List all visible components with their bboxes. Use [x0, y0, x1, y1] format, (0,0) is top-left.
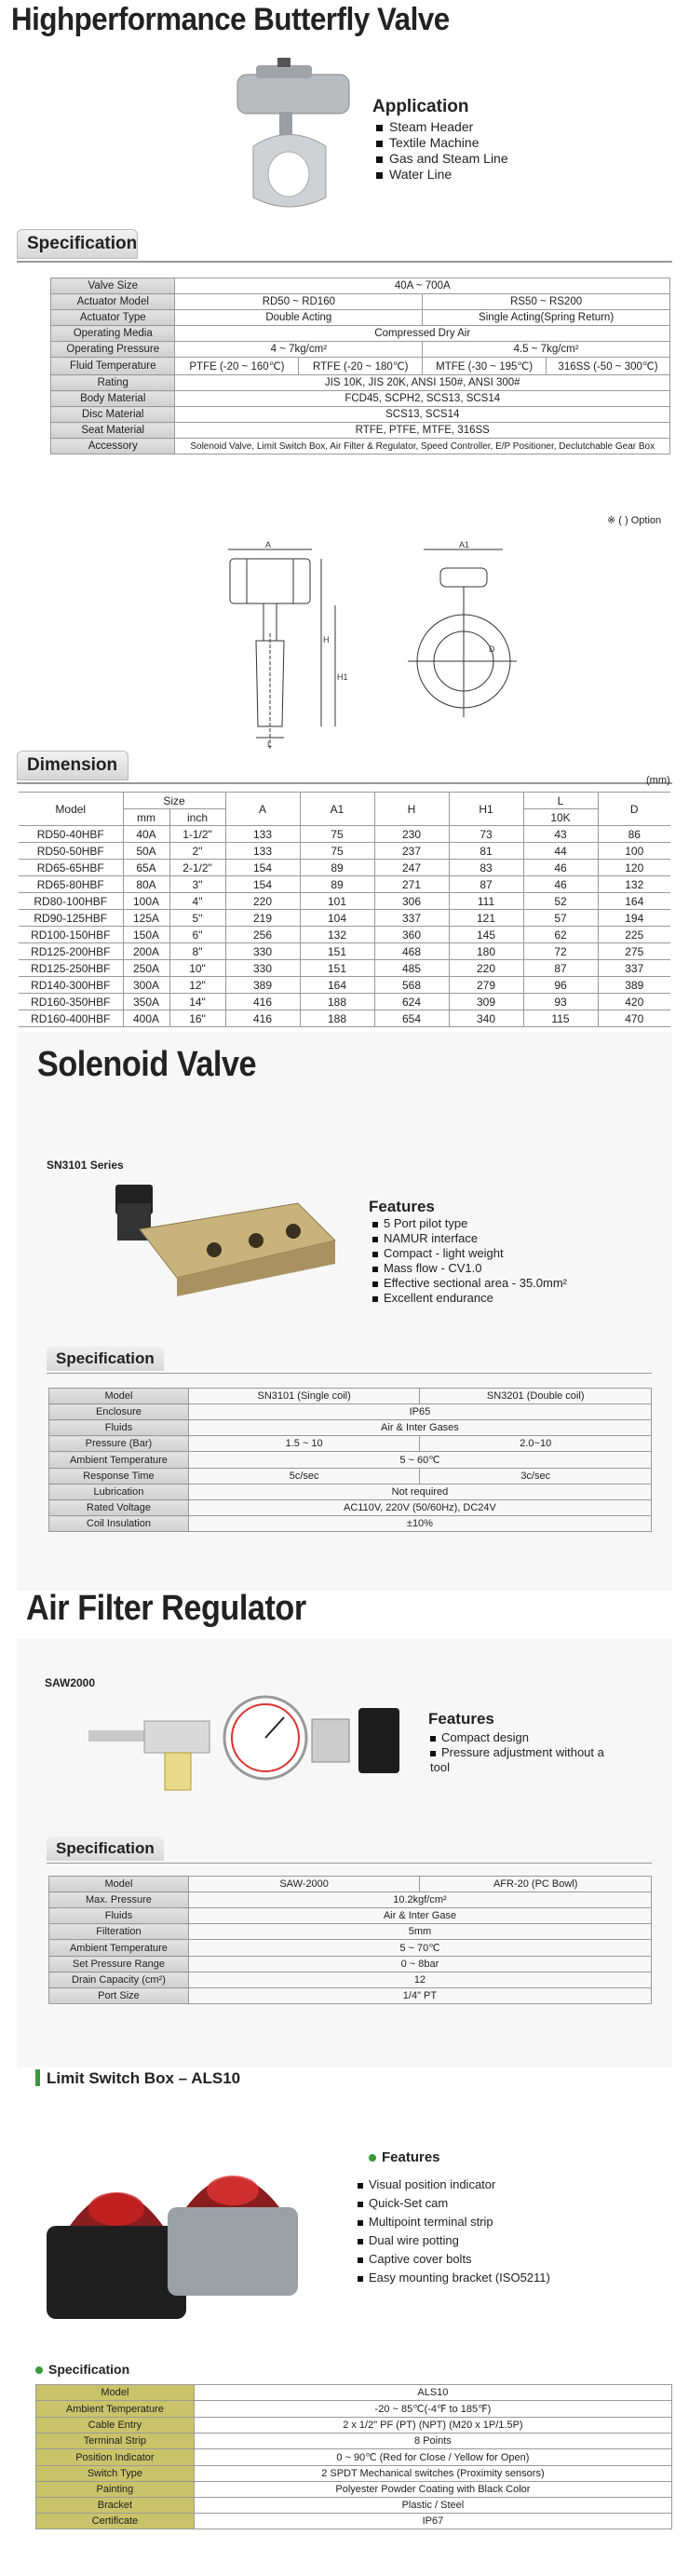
air-filter-regulator-image — [88, 1693, 405, 1796]
afr-feature-list — [430, 1730, 616, 1775]
table-cell: 3" — [169, 876, 225, 893]
table-cell: 104 — [300, 910, 374, 927]
table-row — [19, 1010, 670, 1027]
table-cell: 145 — [449, 927, 523, 943]
table-cell: RD160-400HBF — [19, 1010, 123, 1027]
table-row: Valve Size 40A ~ 700A — [51, 278, 670, 294]
table-cell: 400A — [123, 1010, 169, 1027]
table-row: Ambient Temperature -20 ~ 85℃(-4℉ to 185℉) — [36, 2401, 672, 2418]
table-row: Body Material FCD45, SCPH2, SCS13, SCS14 — [51, 391, 670, 407]
svg-text:L: L — [267, 739, 273, 749]
table-cell: 416 — [225, 1010, 300, 1027]
table-cell: 120 — [598, 860, 670, 876]
table-row: Drain Capacity (cm²) 12 — [49, 1973, 652, 1988]
table-row: Model SAW-2000 AFR-20 (PC Bowl) — [49, 1877, 652, 1892]
list-item: Captive cover bolts — [358, 2250, 550, 2269]
list-item: NAMUR interface — [372, 1231, 567, 1246]
afr-title: Air Filter Regulator — [26, 1589, 306, 1628]
table-row: Disc Material SCS13, SCS14 — [51, 407, 670, 423]
table-row: Lubrication Not required — [49, 1485, 652, 1500]
table-cell: 389 — [598, 977, 670, 994]
table-row — [19, 876, 670, 893]
table-header-row: mm inch 10K — [19, 809, 670, 826]
table-row: Response Time 5c/sec 3c/sec — [49, 1469, 652, 1485]
table-cell: 337 — [374, 910, 449, 927]
table-row: Painting Polyester Powder Coating with Black Color — [36, 2482, 672, 2498]
table-cell: 1-1/2" — [169, 826, 225, 843]
table-row: Position Indicator 0 ~ 90℃ (Red for Close / Yellow for Open) — [36, 2449, 672, 2466]
afr-spec-tab: Specification — [47, 1837, 164, 1861]
section-divider — [47, 1863, 652, 1864]
table-cell: 420 — [598, 994, 670, 1010]
table-cell: 111 — [449, 893, 523, 910]
table-cell: 83 — [449, 860, 523, 876]
table-cell: 624 — [374, 994, 449, 1010]
table-cell: RD50-40HBF — [19, 826, 123, 843]
lsb-title: Limit Switch Box – ALS10 — [47, 2069, 241, 2087]
table-cell: RD160-350HBF — [19, 994, 123, 1010]
table-cell: 306 — [374, 893, 449, 910]
list-item: Mass flow - CV1.0 — [372, 1261, 567, 1276]
dimension-table — [19, 792, 670, 1027]
table-cell: 568 — [374, 977, 449, 994]
table-header-row: Model Size A A1 H H1 L D — [19, 793, 670, 809]
table-row: Pressure (Bar) 1.5 ~ 10 2.0~10 — [49, 1436, 652, 1452]
table-row — [19, 910, 670, 927]
application-list — [376, 119, 508, 183]
table-cell: 150A — [123, 927, 169, 943]
table-row — [19, 977, 670, 994]
table-row: Set Pressure Range 0 ~ 8bar — [49, 1957, 652, 1973]
table-cell: 132 — [598, 876, 670, 893]
table-row: Model SN3101 (Single coil) SN3201 (Double coil) — [49, 1389, 652, 1404]
list-item: Water Line — [376, 167, 508, 183]
solenoid-valve-image — [102, 1175, 344, 1296]
table-cell: 340 — [449, 1010, 523, 1027]
table-cell: 330 — [225, 960, 300, 977]
table-cell: 43 — [523, 826, 598, 843]
section-divider — [47, 1373, 652, 1374]
table-cell: 247 — [374, 860, 449, 876]
table-cell: 219 — [225, 910, 300, 927]
table-cell: RD125-200HBF — [19, 943, 123, 960]
table-cell: RD140-300HBF — [19, 977, 123, 994]
table-cell: 5" — [169, 910, 225, 927]
table-row — [19, 994, 670, 1010]
table-cell: 654 — [374, 1010, 449, 1027]
table-cell: 46 — [523, 876, 598, 893]
table-cell: 250A — [123, 960, 169, 977]
table-cell: 14" — [169, 994, 225, 1010]
unit-label: (mm) — [646, 775, 670, 786]
solenoid-spec-tab: Specification — [47, 1347, 164, 1371]
table-cell: 57 — [523, 910, 598, 927]
solenoid-feature-list — [372, 1216, 567, 1306]
table-cell: 46 — [523, 860, 598, 876]
table-cell: 309 — [449, 994, 523, 1010]
table-cell: 154 — [225, 876, 300, 893]
table-row: Actuator Type Double Acting Single Acting(Spring Return) — [51, 310, 670, 326]
table-row: Actuator Model RD50 ~ RD160 RS50 ~ RS200 — [51, 294, 670, 310]
lsb-spec-table — [35, 2384, 672, 2529]
list-item: Gas and Steam Line — [376, 151, 508, 167]
table-row: Port Size 1/4" PT — [49, 1988, 652, 2004]
table-row: Terminal Strip 8 Points — [36, 2434, 672, 2449]
table-cell: 389 — [225, 977, 300, 994]
table-row: Rated Voltage AC110V, 220V (50/60Hz), DC24V — [49, 1500, 652, 1516]
table-row: Fluids Air & Inter Gase — [49, 1908, 652, 1924]
table-cell: 330 — [225, 943, 300, 960]
table-row: Cable Entry 2 x 1/2" PF (PT) (NPT) (M20 x 1P/1.5P) — [36, 2418, 672, 2434]
table-cell: 12" — [169, 977, 225, 994]
table-cell: 2-1/2" — [169, 860, 225, 876]
table-row: Max. Pressure 10.2kgf/cm² — [49, 1892, 652, 1908]
svg-text:D: D — [489, 644, 495, 654]
table-cell: 72 — [523, 943, 598, 960]
table-cell: 132 — [300, 927, 374, 943]
table-cell: 6" — [169, 927, 225, 943]
table-cell: 100 — [598, 843, 670, 860]
table-cell: 16" — [169, 1010, 225, 1027]
table-cell: 337 — [598, 960, 670, 977]
afr-features-heading: Features — [428, 1710, 494, 1728]
table-cell: RD65-65HBF — [19, 860, 123, 876]
section-divider — [17, 782, 672, 784]
table-cell: 52 — [523, 893, 598, 910]
table-cell: 256 — [225, 927, 300, 943]
list-item: Compact - light weight — [372, 1246, 567, 1261]
solenoid-features-heading: Features — [369, 1198, 435, 1215]
table-row: Switch Type 2 SPDT Mechanical switches (Proximity sensors) — [36, 2466, 672, 2482]
svg-text:H1: H1 — [337, 672, 348, 682]
table-cell: 50A — [123, 843, 169, 860]
svg-text:H: H — [323, 635, 330, 644]
table-row: Bracket Plastic / Steel — [36, 2498, 672, 2514]
table-cell: 485 — [374, 960, 449, 977]
table-cell: 194 — [598, 910, 670, 927]
valve-spec-table — [50, 278, 670, 454]
table-cell: 121 — [449, 910, 523, 927]
table-row: Coil Insulation ±10% — [49, 1516, 652, 1532]
table-cell: 80A — [123, 876, 169, 893]
table-row — [19, 860, 670, 876]
list-item: Dual wire potting — [358, 2231, 550, 2250]
section-divider — [17, 261, 672, 263]
table-cell: 271 — [374, 876, 449, 893]
table-cell: RD90-125HBF — [19, 910, 123, 927]
table-cell: 2" — [169, 843, 225, 860]
solenoid-title: Solenoid Valve — [37, 1045, 257, 1084]
specification-tab: Specification — [17, 229, 138, 259]
table-row: Fluids Air & Inter Gases — [49, 1420, 652, 1436]
table-cell: 89 — [300, 876, 374, 893]
table-row — [19, 893, 670, 910]
table-cell: 89 — [300, 860, 374, 876]
table-cell: 101 — [300, 893, 374, 910]
table-cell: 151 — [300, 960, 374, 977]
table-row: Ambient Temperature 5 ~ 60℃ — [49, 1452, 652, 1469]
solenoid-spec-table — [48, 1388, 652, 1532]
lsb-feature-list — [358, 2176, 550, 2287]
table-row — [19, 927, 670, 943]
table-cell: 350A — [123, 994, 169, 1010]
table-cell: 188 — [300, 994, 374, 1010]
table-cell: 133 — [225, 826, 300, 843]
limit-switch-box-image — [28, 2142, 317, 2328]
table-cell: 188 — [300, 1010, 374, 1027]
table-cell: 75 — [300, 843, 374, 860]
table-cell: 164 — [598, 893, 670, 910]
table-cell: 468 — [374, 943, 449, 960]
table-cell: RD100-150HBF — [19, 927, 123, 943]
table-cell: 75 — [300, 826, 374, 843]
table-cell: 62 — [523, 927, 598, 943]
table-cell: 65A — [123, 860, 169, 876]
list-item: Pressure adjustment without a tool — [430, 1745, 604, 1774]
table-cell: 279 — [449, 977, 523, 994]
table-cell: 300A — [123, 977, 169, 994]
list-item: Quick-Set cam — [358, 2194, 550, 2213]
table-cell: 87 — [523, 960, 598, 977]
table-cell: 154 — [225, 860, 300, 876]
table-cell: 81 — [449, 843, 523, 860]
table-row: Rating JIS 10K, JIS 20K, ANSI 150#, ANSI 300# — [51, 375, 670, 391]
dimension-tab: Dimension — [17, 751, 128, 780]
table-row: Enclosure IP65 — [49, 1404, 652, 1420]
svg-text:A: A — [265, 540, 272, 549]
table-row — [19, 843, 670, 860]
valve-dimension-drawing — [209, 540, 517, 764]
table-cell: 360 — [374, 927, 449, 943]
table-cell: 180 — [449, 943, 523, 960]
table-cell: 4" — [169, 893, 225, 910]
table-row — [19, 960, 670, 977]
table-cell: 96 — [523, 977, 598, 994]
butterfly-valve-image — [223, 58, 382, 207]
table-cell: 220 — [225, 893, 300, 910]
section-marker — [35, 2069, 40, 2086]
afr-spec-table — [48, 1876, 652, 2004]
table-cell: 225 — [598, 927, 670, 943]
option-note: ※ ( ) Option — [607, 515, 662, 526]
list-item: Steam Header — [376, 119, 508, 135]
table-cell: 200A — [123, 943, 169, 960]
table-cell: 40A — [123, 826, 169, 843]
series-label: SAW2000 — [45, 1676, 96, 1689]
table-cell: 44 — [523, 843, 598, 860]
list-item: Visual position indicator — [358, 2176, 550, 2194]
table-row: Operating Pressure 4 ~ 7kg/cm² 4.5 ~ 7kg/cm² — [51, 342, 670, 358]
page-title: Highperformance Butterfly Valve — [11, 2, 450, 37]
table-cell: RD50-50HBF — [19, 843, 123, 860]
list-item: Textile Machine — [376, 135, 508, 151]
bullet-icon — [35, 2366, 43, 2374]
table-cell: 73 — [449, 826, 523, 843]
table-cell: 416 — [225, 994, 300, 1010]
table-cell: RD65-80HBF — [19, 876, 123, 893]
table-cell: 115 — [523, 1010, 598, 1027]
table-cell: RD80-100HBF — [19, 893, 123, 910]
table-cell: 151 — [300, 943, 374, 960]
table-row: Fluid Temperature PTFE (-20 ~ 160℃) RTFE (-20 ~ 180℃) MTFE (-30 ~ 195℃) 316SS (-50 ~ 300℃) — [51, 358, 670, 375]
table-row — [19, 943, 670, 960]
table-row: Model ALS10 — [36, 2385, 672, 2401]
table-cell: 8" — [169, 943, 225, 960]
table-cell: 125A — [123, 910, 169, 927]
table-cell: 230 — [374, 826, 449, 843]
table-cell: RD125-250HBF — [19, 960, 123, 977]
application-heading: Application — [372, 97, 469, 116]
table-row: Filteration 5mm — [49, 1924, 652, 1940]
list-item: Effective sectional area - 35.0mm² — [372, 1276, 567, 1291]
table-cell: 86 — [598, 826, 670, 843]
list-item: Easy mounting bracket (ISO5211) — [358, 2269, 550, 2287]
lsb-spec-tab: Specification — [35, 2362, 129, 2377]
table-row: Accessory Solenoid Valve, Limit Switch Box, Air Filter & Regulator, Speed Controller, E/P Positioner, Declutchable Gear Box — [51, 439, 670, 454]
table-cell: 275 — [598, 943, 670, 960]
table-cell: 100A — [123, 893, 169, 910]
table-cell: 93 — [523, 994, 598, 1010]
table-cell: 470 — [598, 1010, 670, 1027]
lsb-features-heading: Features — [369, 2149, 440, 2165]
table-cell: 164 — [300, 977, 374, 994]
list-item: 5 Port pilot type — [372, 1216, 567, 1231]
list-item: Multipoint terminal strip — [358, 2213, 550, 2231]
table-cell: 237 — [374, 843, 449, 860]
table-row — [19, 826, 670, 843]
table-cell: 220 — [449, 960, 523, 977]
series-label: SN3101 Series — [47, 1159, 124, 1172]
table-cell: 133 — [225, 843, 300, 860]
bullet-icon — [369, 2154, 376, 2162]
list-item: Excellent endurance — [372, 1291, 567, 1306]
list-item: Compact design — [430, 1730, 616, 1745]
table-row: Seat Material RTFE, PTFE, MTFE, 316SS — [51, 423, 670, 439]
table-row: Ambient Temperature 5 ~ 70℃ — [49, 1940, 652, 1957]
table-row: Certificate IP67 — [36, 2514, 672, 2529]
table-row: Operating Media Compressed Dry Air — [51, 326, 670, 342]
table-cell: 87 — [449, 876, 523, 893]
svg-text:A1: A1 — [459, 540, 470, 549]
table-cell: 10" — [169, 960, 225, 977]
